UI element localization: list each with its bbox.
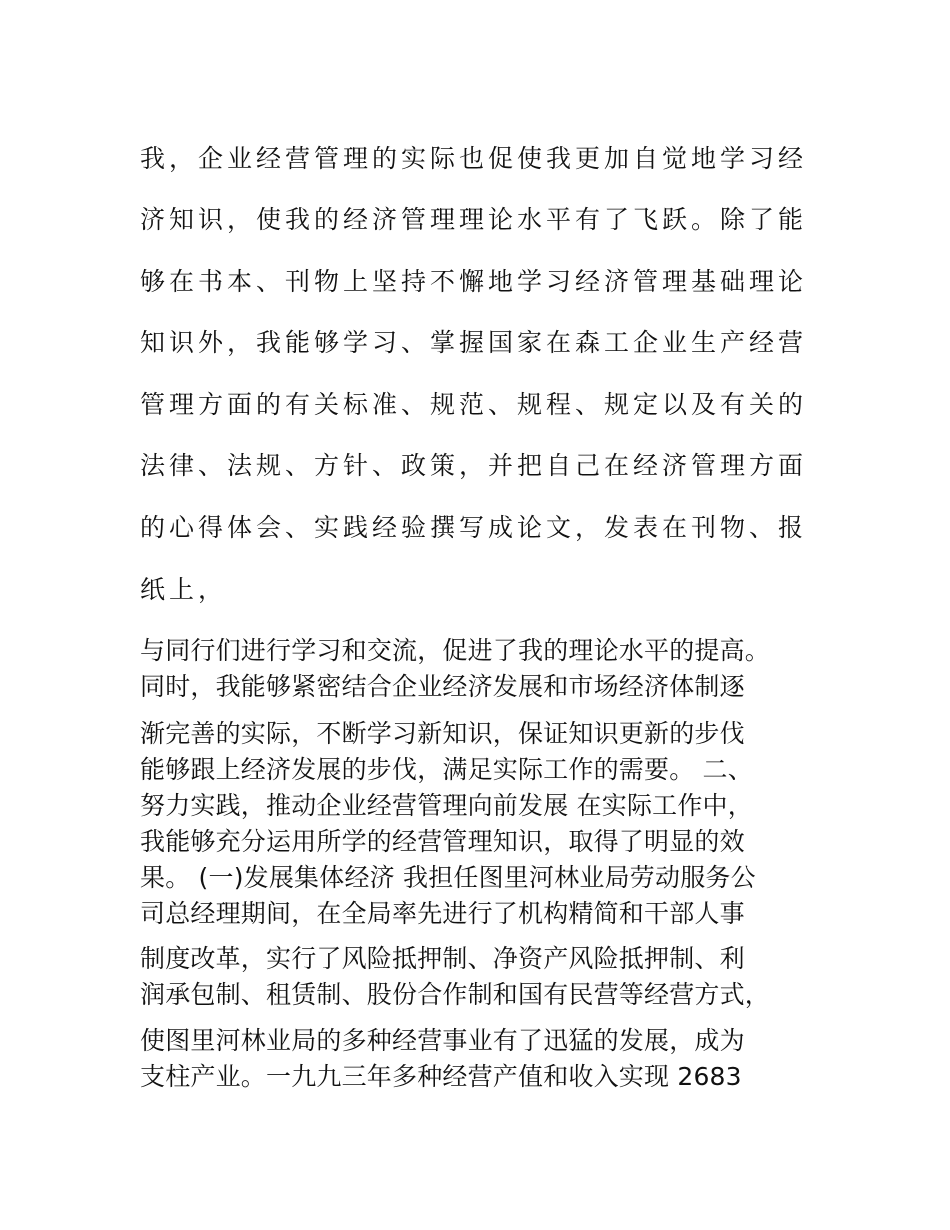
text-line: 够在书本、刊物上坚持不懈地学习经济管理基础理论	[140, 267, 808, 296]
text-line: 与同行们进行学习和交流，促进了我的理论水平的提高。	[140, 636, 771, 665]
text-line: 润承包制、租赁制、股份合作制和国有民营等经营方式，	[140, 980, 771, 1009]
text-line: 纸上，	[140, 575, 228, 604]
text-line: 管理方面的有关标准、规范、规程、规定以及有关的	[140, 390, 808, 419]
text-line: 我能够充分运用所学的经营管理知识，取得了明显的效	[140, 827, 745, 856]
text-line: 我，企业经营管理的实际也促使我更加自觉地学习经	[140, 144, 808, 173]
text-line: 努力实践，推动企业经营管理向前发展 在实际工作中，	[140, 791, 753, 820]
text-line: 知识外，我能够学习、掌握国家在森工企业生产经营	[140, 328, 808, 357]
text-line: 制度改革，实行了风险抵押制、净资产风险抵押制、利	[140, 944, 745, 973]
text-line: 济知识，使我的经济管理理论水平有了飞跃。除了能	[140, 205, 808, 234]
text-line: 果。 (一)发展集体经济 我担任图里河林业局劳动服务公	[140, 863, 756, 892]
text-line: 司总经理期间，在全局率先进行了机构精简和干部人事	[140, 899, 745, 928]
text-line: 使图里河林业局的多种经营事业有了迅猛的发展，成为	[140, 1026, 745, 1055]
text-line: 的心得体会、实践经验撰写成论文，发表在刊物、报	[140, 513, 808, 542]
text-line: 支柱产业。一九九三年多种经营产值和收入实现 2683	[140, 1062, 742, 1091]
text-line: 渐完善的实际，不断学习新知识，保证知识更新的步伐	[140, 719, 745, 748]
text-line: 同时，我能够紧密结合企业经济发展和市场经济体制逐	[140, 672, 745, 701]
text-line: 法律、法规、方针、政策，并把自己在经济管理方面	[140, 451, 808, 480]
text-line: 能够跟上经济发展的步伐，满足实际工作的需要。 二、	[140, 755, 753, 784]
